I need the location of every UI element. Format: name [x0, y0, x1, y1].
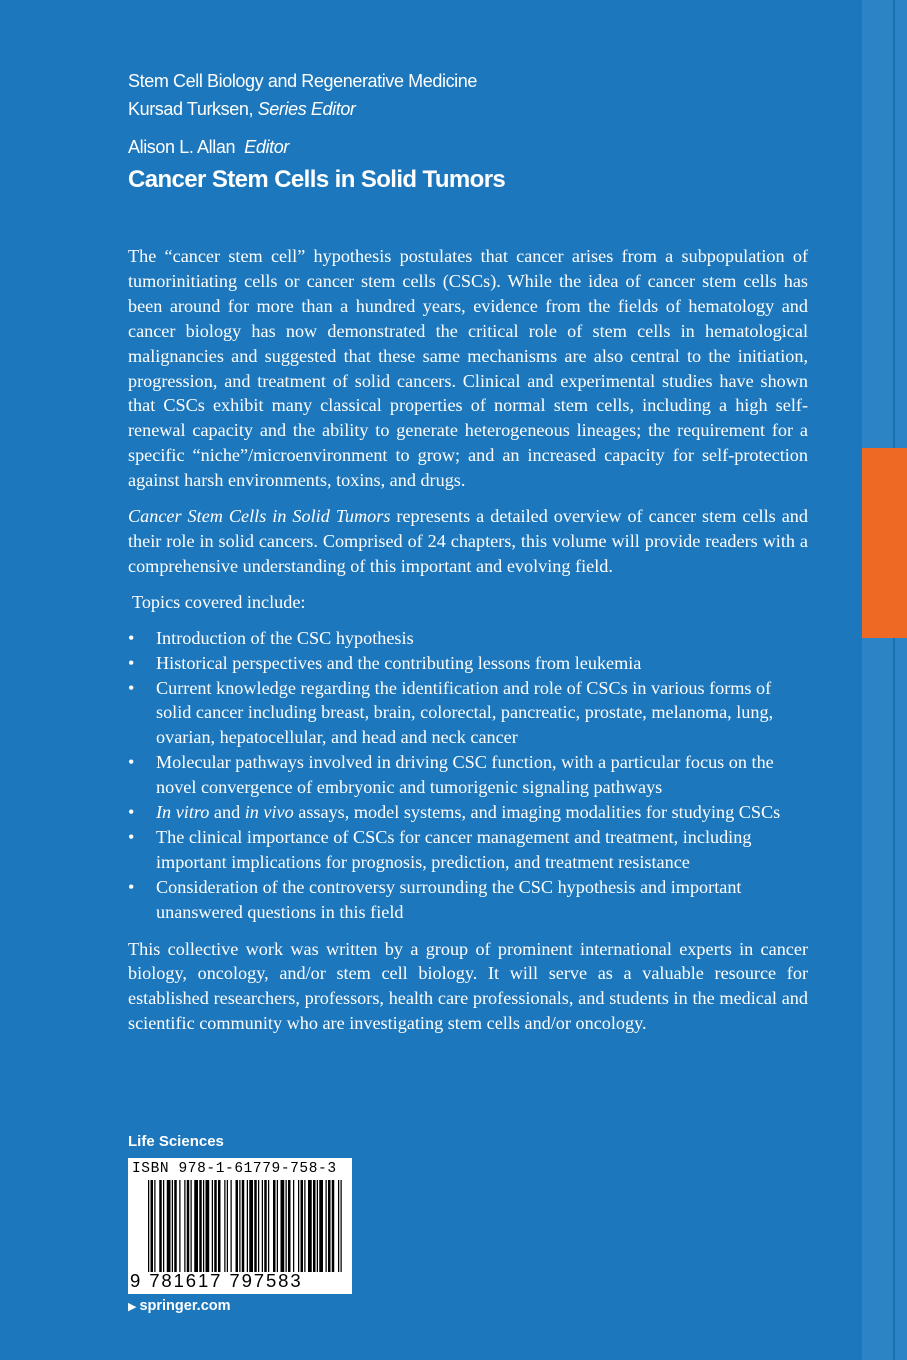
- barcode-bar: [199, 1180, 202, 1272]
- barcode-bar: [227, 1180, 228, 1272]
- book-title: Cancer Stem Cells in Solid Tumors: [128, 166, 506, 193]
- barcode-bar: [236, 1180, 239, 1272]
- barcode-bar: [264, 1180, 267, 1272]
- barcode-bar: [304, 1180, 305, 1272]
- bullet-icon: •: [128, 876, 135, 897]
- barcode-bar: [308, 1180, 312, 1272]
- topic-text: Historical perspectives and the contributing lessons from leukemia: [156, 652, 642, 673]
- barcode-bar: [273, 1180, 276, 1272]
- barcode-bar: [239, 1180, 240, 1272]
- barcode-bar: [286, 1180, 287, 1272]
- list-item: [128, 825, 808, 875]
- barcode-bars: [148, 1180, 344, 1272]
- topic-text-and: and: [209, 802, 245, 823]
- barcode-bar: [319, 1180, 323, 1272]
- barcode-bar: [203, 1180, 204, 1272]
- topic-text: Molecular pathways involved in driving CSC function, with a particular focus on the novel convergence of embryonic and tumorigenic signaling pathways: [156, 752, 774, 798]
- barcode-bar: [281, 1180, 285, 1272]
- description-paragraph-1: The “cancer stem cell” hypothesis postulates that cancer arises from a subpopulation of tumorinitiating cells or cancer stem cells (CSCs). While the idea of cancer stem cells has been around for more than a hundred years, evidence from the fields of hematology and cancer biology has now demonstrated the critical role of stem cells in hematological malignancies and suggested that these same mechanisms are also central to the initiation, progression, and treatment of solid cancers. Clinical and experimental studies have shown that CSCs exhibit many classical properties of normal stem cells, including a high self-renewal capacity and the ability to generate heterogeneous lineages; the requirement for a specific “niche”/microenvironment to grow; and an increased capacity for self-protection against harsh environments, toxins, and drugs.: [128, 246, 808, 491]
- book-editor: [128, 137, 289, 158]
- barcode-bar: [268, 1180, 269, 1272]
- barcode-bar: [338, 1180, 339, 1272]
- barcode-bar: [231, 1180, 232, 1272]
- barcode-bar: [249, 1180, 253, 1272]
- bullet-icon: •: [128, 677, 135, 698]
- list-item: [128, 651, 808, 676]
- barcode-bar: [262, 1180, 263, 1272]
- description-paragraph-2: [128, 504, 808, 579]
- barcode-bar: [341, 1180, 342, 1272]
- in-vitro-italic: In vitro: [156, 802, 210, 823]
- description: [128, 244, 808, 1036]
- series-editor-role: Series Editor: [257, 99, 356, 119]
- barcode-bar: [328, 1180, 331, 1272]
- barcode-bar: [167, 1180, 171, 1272]
- barcode-bar: [172, 1180, 173, 1272]
- list-item: [128, 875, 808, 925]
- topic-text-rest: assays, model systems, and imaging modalities for studying CSCs: [293, 802, 781, 823]
- barcode-bar: [187, 1180, 190, 1272]
- bullet-icon: •: [128, 752, 135, 773]
- barcode-bar: [277, 1180, 278, 1272]
- arrow-icon: ▶: [128, 1301, 137, 1313]
- barcode-bar: [254, 1180, 257, 1272]
- spine-edge: [893, 0, 895, 1360]
- bullet-icon: •: [128, 826, 135, 847]
- barcode-bar: [332, 1180, 335, 1272]
- publisher-link[interactable]: [128, 1298, 231, 1314]
- bullet-icon: •: [128, 652, 135, 673]
- paragraph-2-text: represents a detailed overview of cancer stem cells and their role in solid cancers. Comprised of 24 chapters, this volume will provide readers with a comprehensive understanding of this important and evolving field.: [128, 506, 808, 576]
- topics-heading: Topics covered include:: [132, 591, 306, 612]
- book-title-italic: Cancer Stem Cells in Solid Tumors: [128, 506, 391, 527]
- list-item: [128, 626, 808, 651]
- topic-text: Consideration of the controversy surrounding the CSC hypothesis and important unanswered questions in this field: [156, 876, 742, 922]
- description-paragraph-final: This collective work was written by a group of prominent international experts in cancer biology, oncology, and/or stem cell biology. It will serve as a valuable resource for established researchers, professors, health care professionals, and students in the medical and scientific community who are investigating stem cells and/or oncology.: [128, 938, 808, 1034]
- barcode-bar: [179, 1180, 180, 1272]
- topic-text: Introduction of the CSC hypothesis: [156, 627, 414, 648]
- barcode-bar: [326, 1180, 327, 1272]
- in-vivo-italic: in vivo: [244, 802, 294, 823]
- barcode-bar: [154, 1180, 155, 1272]
- barcode-bar: [191, 1180, 192, 1272]
- spine-strip: [862, 0, 907, 1360]
- barcode-bar: [247, 1180, 248, 1272]
- barcode-bar: [174, 1180, 177, 1272]
- barcode-bar: [212, 1180, 213, 1272]
- barcode-bar: [258, 1180, 259, 1272]
- barcode-bar: [214, 1180, 217, 1272]
- series-editor-name: Kursad Turksen,: [128, 99, 254, 119]
- barcode-bar: [151, 1180, 154, 1272]
- barcode-bar: [313, 1180, 316, 1272]
- list-item: [128, 800, 808, 825]
- topic-text: [156, 802, 780, 822]
- series-title: Stem Cell Biology and Regenerative Medicine: [128, 71, 477, 91]
- publisher-url: springer.com: [139, 1298, 231, 1314]
- orange-accent-tab: [862, 448, 907, 638]
- barcode-digits: 9 781617 797583: [130, 1270, 303, 1291]
- topic-text: The clinical importance of CSCs for cancer management and treatment, including important implications for prognosis, prediction, and treatment resistance: [156, 826, 752, 872]
- book-editor-role: Editor: [244, 137, 289, 157]
- barcode-bar: [242, 1180, 245, 1272]
- barcode: [128, 1158, 352, 1294]
- barcode-bar: [184, 1180, 185, 1272]
- list-item: [128, 750, 808, 800]
- barcode-bar: [163, 1180, 164, 1272]
- isbn-label: ISBN 978-1-61779-758-3: [132, 1161, 337, 1177]
- series-editor: [128, 99, 356, 120]
- barcode-bar: [148, 1180, 149, 1272]
- barcode-bar: [159, 1180, 162, 1272]
- barcode-bar: [293, 1180, 294, 1272]
- barcode-bar: [301, 1180, 304, 1272]
- barcode-bar: [288, 1180, 291, 1272]
- barcode-bar: [194, 1180, 198, 1272]
- barcode-bar: [224, 1180, 225, 1272]
- topic-text: Current knowledge regarding the identification and role of CSCs in various forms of solid cancer including breast, brain, colorectal, pancreatic, prostate, melanoma, lung, ovarian, hepatocellular, and head and neck cancer: [156, 677, 774, 748]
- topics-list: [128, 626, 808, 925]
- barcode-bar: [317, 1180, 318, 1272]
- barcode-bar: [298, 1180, 299, 1272]
- barcode-bar: [218, 1180, 221, 1272]
- book-editor-name: Alison L. Allan: [128, 137, 236, 157]
- bullet-icon: •: [128, 627, 135, 648]
- subject-category: Life Sciences: [128, 1133, 224, 1150]
- barcode-bar: [206, 1180, 210, 1272]
- list-item: [128, 676, 808, 751]
- bullet-icon: •: [128, 802, 135, 823]
